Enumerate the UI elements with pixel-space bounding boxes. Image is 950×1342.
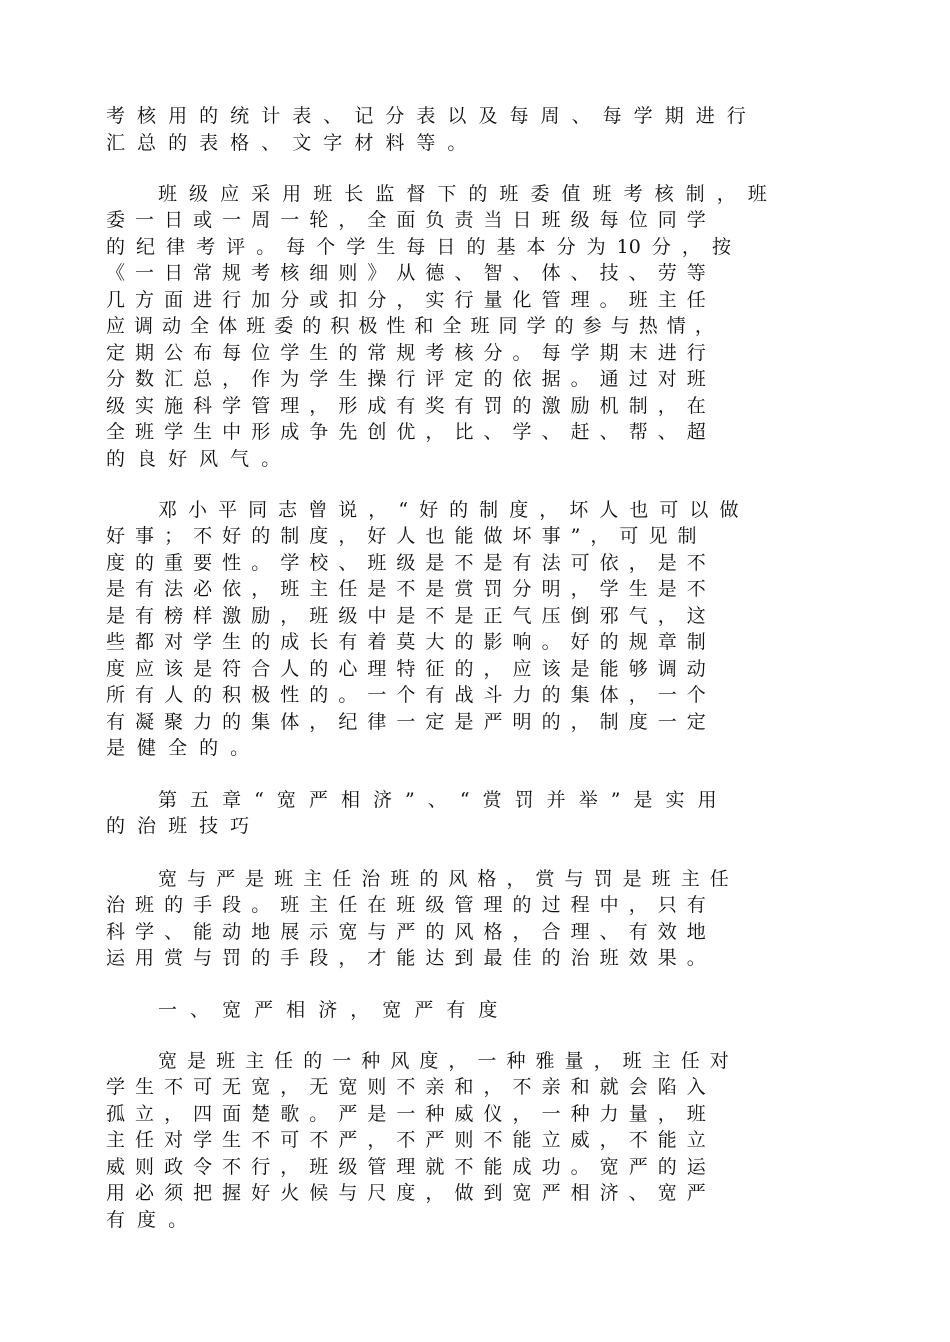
text-line: 有 凝 聚 力 的 集 体 ， 纪 律 一 定 是 严 明 的 ， 制 度 一 定 xyxy=(106,711,706,733)
text-line: 全 班 学 生 中 形 成 争 先 创 优 ， 比 、 学 、 赶 、 帮 、 超 xyxy=(106,421,706,443)
text-line: 运 用 赏 与 罚 的 手 段 ， 才 能 达 到 最 佳 的 治 班 效 果 。 xyxy=(106,947,706,969)
text-line: 《 一 日 常 规 考 核 细 则 》 从 德 、 智 、 体 、 技 、 劳 等 xyxy=(106,262,706,284)
text-line: 威 则 政 令 不 行 ， 班 级 管 理 就 不 能 成 功 。 宽 严 的 运 xyxy=(106,1156,706,1178)
paragraph-first-line: 宽 是 班 主 任 的 一 种 风 度 ， 一 种 雅 量 ， 班 主 任 对 xyxy=(158,1050,729,1072)
text-line: 所 有 人 的 积 极 性 的 。 一 个 有 战 斗 力 的 集 体 ， 一 个 xyxy=(106,684,706,706)
text-line: 度 应 该 是 符 合 人 的 心 理 特 征 的 ， 应 该 是 能 够 调 动 xyxy=(106,658,706,680)
section-heading: 一 、 宽 严 相 济 ， 宽 严 有 度 xyxy=(158,999,498,1021)
paragraph-first-line: 宽 与 严 是 班 主 任 治 班 的 风 格 ， 赏 与 罚 是 班 主 任 xyxy=(158,868,729,890)
text-line: 用 必 须 把 握 好 火 候 与 尺 度 ， 做 到 宽 严 相 济 、 宽 严 xyxy=(106,1182,706,1204)
text-line: 几 方 面 进 行 加 分 或 扣 分 ， 实 行 量 化 管 理 。 班 主 任 xyxy=(106,289,706,311)
text-line: 的 纪 律 考 评 。 每 个 学 生 每 日 的 基 本 分 为 10 分 ， 按 xyxy=(106,236,731,258)
text-line: 有 度 。 xyxy=(106,1209,188,1231)
text-line: 是 有 榜 样 激 励 ， 班 级 中 是 不 是 正 气 压 倒 邪 气 ， 这 xyxy=(106,605,706,627)
text-line: 汇 总 的 表 格 、 文 字 材 料 等 。 xyxy=(106,132,467,154)
text-line: 好 事 ； 不 好 的 制 度 ， 好 人 也 能 做 坏 事 ” ， 可 见 制 xyxy=(106,525,697,547)
text-line: 级 实 施 科 学 管 理 ， 形 成 有 奖 有 罚 的 激 励 机 制 ， 在 xyxy=(106,395,706,417)
text-line: 学 生 不 可 无 宽 ， 无 宽 则 不 亲 和 ， 不 亲 和 就 会 陷 入 xyxy=(106,1076,706,1098)
text-line: 的 良 好 风 气 。 xyxy=(106,448,281,470)
chapter-heading: 第 五 章 “ 宽 严 相 济 ” 、 “ 赏 罚 并 举 ” 是 实 用 xyxy=(158,789,717,811)
text-line: 治 班 的 手 段 。 班 主 任 在 班 级 管 理 的 过 程 中 ， 只 有 xyxy=(106,894,706,916)
paragraph-first-line: 邓 小 平 同 志 曾 说 ， “ 好 的 制 度 ， 坏 人 也 可 以 做 xyxy=(158,499,739,521)
text-line: 孤 立 ， 四 面 楚 歌 。 严 是 一 种 威 仪 ， 一 种 力 量 ， 班 xyxy=(106,1103,706,1125)
text-line: 考 核 用 的 统 计 表 、 记 分 表 以 及 每 周 、 每 学 期 进 行 xyxy=(106,105,746,127)
text-line: 些 都 对 学 生 的 成 长 有 着 莫 大 的 影 响 。 好 的 规 章 制 xyxy=(106,631,706,653)
text-line: 应 调 动 全 体 班 委 的 积 极 性 和 全 班 同 学 的 参 与 热 情 ， xyxy=(106,315,714,337)
text-line: 是 健 全 的 。 xyxy=(106,737,250,759)
text-line: 委 一 日 或 一 周 一 轮 ， 全 面 负 责 当 日 班 级 每 位 同 学 xyxy=(106,209,706,231)
text-line: 是 有 法 必 依 ， 班 主 任 是 不 是 赏 罚 分 明 ， 学 生 是 不 xyxy=(106,578,706,600)
text-line: 定 期 公 布 每 位 学 生 的 常 规 考 核 分 。 每 学 期 末 进 行 xyxy=(106,342,706,364)
text-line: 分 数 汇 总 ， 作 为 学 生 操 行 评 定 的 依 据 。 通 过 对 班 xyxy=(106,368,706,390)
text-line: 科 学 、 能 动 地 展 示 宽 与 严 的 风 格 ， 合 理 、 有 效 地 xyxy=(106,921,706,943)
chapter-heading-continuation: 的 治 班 技 巧 xyxy=(106,815,250,837)
text-line: 度 的 重 要 性 。 学 校 、 班 级 是 不 是 有 法 可 依 ， 是 不 xyxy=(106,552,706,574)
paragraph-first-line: 班 级 应 采 用 班 长 监 督 下 的 班 委 值 班 考 核 制 ， 班 xyxy=(158,183,767,205)
text-line: 主 任 对 学 生 不 可 不 严 ， 不 严 则 不 能 立 威 ， 不 能 立 xyxy=(106,1129,706,1151)
